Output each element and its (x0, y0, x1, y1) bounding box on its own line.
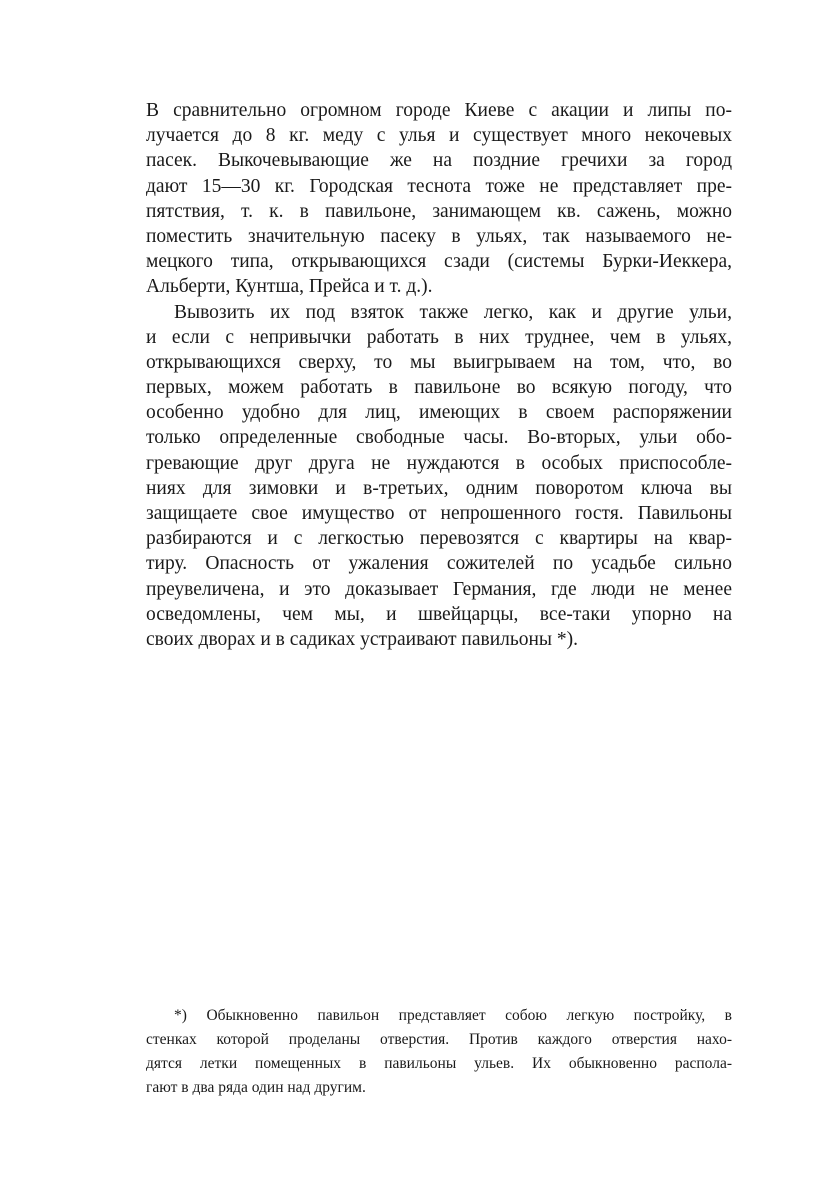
text-line: поместить значительную пасеку в ульях, так называемого не- (146, 225, 732, 247)
footnote-line: дятся летки помещенных в павильоны ульев. Их обыкновенно распола- (146, 1055, 732, 1072)
text-line: тиру. Опасность от ужаления сожителей по усадьбе сильно (146, 553, 732, 575)
text-line: только определенные свободные часы. Во-вторых, ульи обо- (146, 427, 732, 449)
text-line: преувеличена, и это доказывает Германия, где люди не менее (146, 578, 732, 600)
text-line: первых, можем работать в павильоне во всякую погоду, что (146, 377, 732, 399)
text-line: открывающихся сверху, то мы выигрываем на том, что, во (146, 351, 732, 373)
text-line: защищаете свое имущество от непрошенного гостя. Павильоны (146, 503, 732, 524)
text-line: разбираются и с легкостью перевозятся с квартиры на квар- (146, 528, 732, 550)
main-text (146, 98, 732, 652)
footnote-line: гают в два ряда один над другим. (146, 1079, 366, 1096)
footnote-line: *) Обыкновенно павильон представляет собою легкую постройку, в (174, 1007, 732, 1024)
text-line: и если с непривычки работать в них труднее, чем в ульях, (146, 326, 732, 348)
text-line: пасек. Выкочевывающие же на поздние гречихи за город (146, 150, 732, 172)
text-line: мецкого типа, открывающихся сзади (системы Бурки-Иеккера, (146, 251, 732, 273)
text-line: гревающие друг друга не нуждаются в особых приспособле- (146, 452, 732, 474)
text-line: своих дворах и в садиках устраивают павильоны *). (146, 628, 579, 650)
footnote-line: стенках которой проделаны отверстия. Против каждого отверстия нахо- (146, 1031, 732, 1048)
footnote (146, 1004, 732, 1100)
paragraph-1 (146, 98, 732, 300)
text-line: пятствия, т. к. в павильоне, занимающем кв. сажень, можно (146, 200, 732, 222)
text-line: осведомлены, чем мы, и швейцарцы, все-таки упорно на (146, 603, 732, 625)
text-line: ниях для зимовки и в-третьих, одним поворотом ключа вы (146, 477, 732, 499)
text-line: В сравнительно огромном городе Киеве с акации и липы по- (146, 100, 732, 121)
text-line: Альберти, Кунтша, Прейса и т. д.). (146, 276, 433, 298)
paragraph-2 (146, 300, 732, 653)
text-line: лучается до 8 кг. меду с улья и существует много некочевых (146, 125, 732, 147)
text-line: Вывозить их под взяток также легко, как и другие ульи, (174, 301, 732, 323)
text-line: особенно удобно для лиц, имеющих в своем распоряжении (146, 402, 732, 424)
text-line: дают 15—30 кг. Городская теснота тоже не представляет пре- (146, 175, 732, 197)
